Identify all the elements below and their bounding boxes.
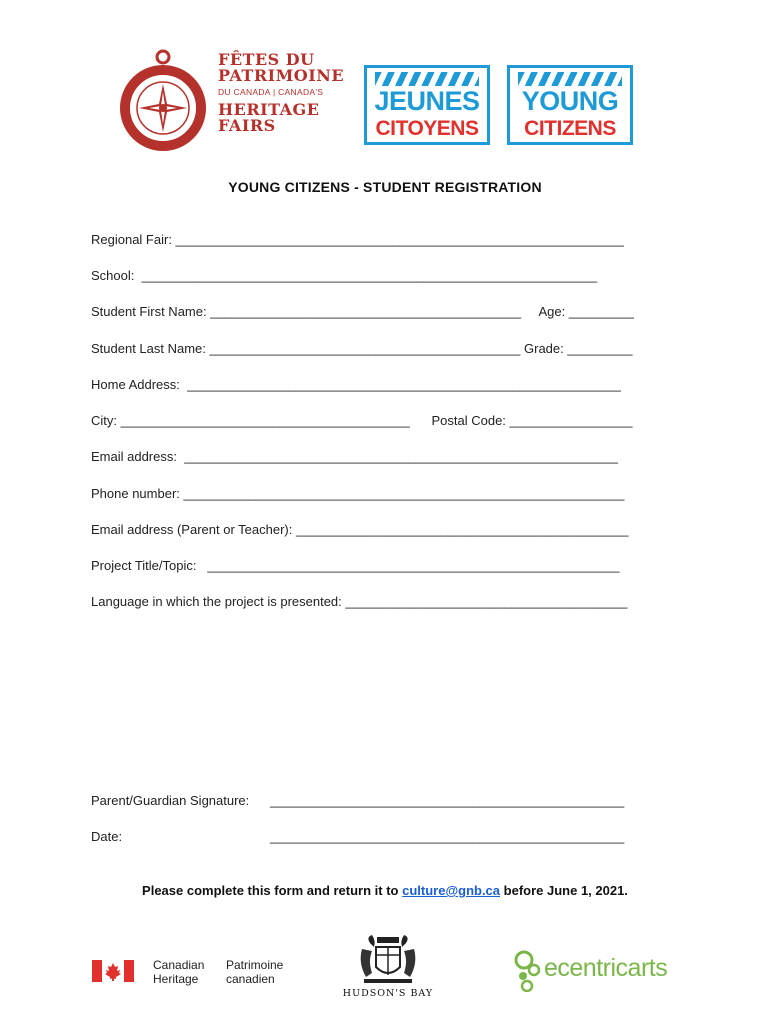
canadian-heritage-logo	[92, 958, 322, 990]
contact-email-link[interactable]: culture@gnb.ca	[402, 883, 501, 898]
logo-top-text: JEUNES	[374, 86, 480, 116]
young-citizens-logo	[507, 65, 633, 145]
logo-line: HERITAGE	[218, 99, 320, 119]
instruction-text: Please complete this form and return it to	[142, 883, 403, 898]
school-field[interactable]: School: _______________________________________________________________	[91, 268, 598, 283]
language-field[interactable]: Language in which the project is presented: _______________________________________	[91, 594, 628, 609]
signature-label: Parent/Guardian Signature:	[91, 793, 250, 808]
signature-field[interactable]: _________________________________________________	[270, 793, 625, 808]
first-name-field[interactable]: Student First Name: ___________________________________________ Age: _________	[91, 304, 634, 319]
form-title: YOUNG CITIZENS - STUDENT REGISTRATION	[228, 179, 542, 195]
heritage-fairs-logo	[115, 46, 355, 160]
deadline-text: before June 1, 2021.	[500, 883, 628, 898]
logo-bottom-text: CITIZENS	[524, 117, 616, 140]
parent-email-field[interactable]: Email address (Parent or Teacher): ______________________________________________	[91, 522, 629, 537]
jeunes-citoyens-logo	[364, 65, 490, 145]
logo-line: PATRIMOINE	[218, 66, 345, 85]
city-field[interactable]: City: ________________________________________ Postal Code: _________________	[91, 413, 633, 428]
email-field[interactable]: Email address: ____________________________________________________________	[91, 449, 619, 464]
return-instructions	[0, 883, 770, 898]
logo-line: FAIRS	[218, 115, 276, 135]
ecentricarts-wordmark: ecentricarts	[544, 954, 668, 982]
logo-line: DU CANADA | CANADA'S	[218, 87, 324, 97]
date-label: Date:	[91, 829, 123, 844]
logo-line: FÊTES DU	[218, 50, 315, 69]
heritage-fr-line: canadien	[226, 972, 275, 986]
coat-of-arms-icon	[330, 933, 446, 987]
canada-flag-icon	[92, 960, 134, 982]
compass-icon	[115, 46, 215, 160]
logo-bottom-text: CITOYENS	[375, 117, 479, 140]
regional-fair-field[interactable]: Regional Fair: ______________________________________________________________	[91, 232, 624, 247]
project-title-field[interactable]: Project Title/Topic: _________________________________________________________	[91, 558, 620, 573]
heritage-fr-line: Patrimoine	[226, 958, 284, 972]
date-field[interactable]: _________________________________________________	[270, 829, 625, 844]
ecentricarts-logo	[514, 948, 684, 992]
heritage-en-line: Heritage	[153, 972, 199, 986]
circles-icon	[514, 948, 544, 992]
phone-field[interactable]: Phone number: _____________________________________________________________	[91, 486, 625, 501]
hudsons-bay-wordmark: HUDSON'S BAY	[342, 988, 434, 999]
hudsons-bay-logo	[330, 933, 446, 1009]
home-address-field[interactable]: Home Address: ____________________________________________________________	[91, 377, 621, 392]
heritage-en-line: Canadian	[153, 958, 205, 972]
last-name-field[interactable]: Student Last Name: ___________________________________________ Grade: _________	[91, 341, 633, 356]
logo-top-text: YOUNG	[521, 86, 619, 116]
